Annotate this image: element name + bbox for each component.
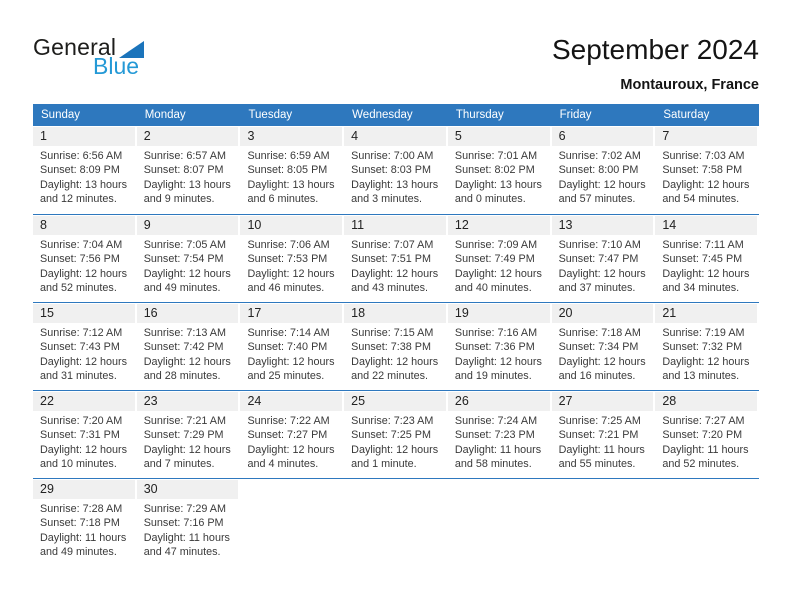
day-info (33, 323, 137, 384)
sunset-line: Sunset: 7:20 PM (662, 429, 743, 442)
daylight-line-2: and 43 minutes. (351, 282, 428, 295)
day-info (552, 235, 656, 296)
sunrise-line: Sunrise: 6:56 AM (40, 150, 123, 162)
daylight-line-1: Daylight: 12 hours (143, 267, 231, 280)
day-cell-7 (655, 126, 759, 214)
calendar-weeks (33, 126, 759, 566)
day-cell-8 (33, 215, 137, 302)
day-cell-empty (240, 479, 344, 566)
sunset-line: Sunset: 7:16 PM (143, 517, 224, 530)
day-number: 20 (552, 304, 654, 323)
day-cell-28 (655, 391, 759, 478)
sunset-line: Sunset: 7:51 PM (351, 253, 431, 266)
daylight-line-2: and 10 minutes. (40, 458, 117, 471)
sunset-line: Sunset: 7:47 PM (558, 253, 639, 266)
daylight-line-2: and 9 minutes. (143, 193, 215, 206)
day-info (137, 411, 241, 472)
sunrise-line: Sunrise: 7:00 AM (351, 150, 434, 162)
sunset-line: Sunset: 7:40 PM (247, 341, 328, 354)
page-title: September 2024 (551, 34, 759, 65)
day-info (655, 411, 759, 472)
logo-word-blue: Blue (93, 53, 140, 79)
day-info (137, 235, 241, 296)
weekday-header-row (33, 104, 759, 126)
day-info (240, 411, 344, 472)
day-number: 23 (137, 392, 239, 411)
day-cell-empty (344, 479, 448, 566)
daylight-line-2: and 40 minutes. (454, 282, 532, 295)
daylight-line-2: and 12 minutes. (40, 193, 117, 206)
sunrise-line: Sunrise: 7:01 AM (454, 150, 538, 162)
logo-word-general: General (33, 34, 117, 60)
daylight-line-2: and 49 minutes. (143, 282, 221, 295)
daylight-line-2: and 3 minutes. (351, 193, 422, 206)
daylight-line-2: and 46 minutes. (247, 282, 325, 295)
sunrise-line: Sunrise: 7:09 AM (454, 239, 538, 251)
daylight-line-1: Daylight: 12 hours (143, 443, 231, 456)
sunrise-line: Sunrise: 7:16 AM (454, 327, 538, 339)
day-number: 5 (448, 127, 550, 146)
day-cell-empty (552, 479, 656, 566)
sunrise-line: Sunrise: 7:18 AM (558, 327, 641, 339)
sunset-line: Sunset: 7:21 PM (558, 429, 639, 442)
day-cell-22 (33, 391, 137, 478)
sunrise-line: Sunrise: 7:12 AM (40, 327, 123, 339)
day-info (344, 146, 448, 207)
day-cell-9 (137, 215, 241, 302)
day-info (344, 323, 448, 384)
empty-band (655, 480, 757, 499)
sunset-line: Sunset: 7:38 PM (351, 341, 431, 354)
sunrise-line: Sunrise: 7:04 AM (40, 239, 123, 251)
day-number: 29 (33, 480, 135, 499)
sunrise-line: Sunrise: 7:15 AM (351, 327, 434, 339)
daylight-line-1: Daylight: 11 hours (558, 443, 645, 456)
daylight-line-1: Daylight: 12 hours (247, 267, 335, 280)
daylight-line-2: and 16 minutes. (558, 370, 636, 383)
daylight-line-1: Daylight: 12 hours (351, 443, 439, 456)
daylight-line-2: and 58 minutes. (454, 458, 532, 471)
sunrise-line: Sunrise: 7:20 AM (40, 415, 123, 427)
sunset-line: Sunset: 8:07 PM (143, 164, 224, 177)
page-subtitle: Montauroux, France (620, 77, 759, 93)
day-cell-17 (240, 303, 344, 390)
day-number: 4 (344, 127, 446, 146)
sunrise-line: Sunrise: 7:10 AM (558, 239, 641, 251)
daylight-line-1: Daylight: 12 hours (351, 355, 439, 368)
day-number: 19 (448, 304, 550, 323)
day-info (655, 235, 759, 296)
weekday-tuesday: Tuesday (248, 109, 293, 121)
empty-band (448, 480, 550, 499)
day-info (33, 235, 137, 296)
sunset-line: Sunset: 7:36 PM (454, 341, 535, 354)
calendar (33, 104, 759, 566)
day-number: 6 (552, 127, 654, 146)
day-info (448, 411, 552, 472)
day-info (448, 235, 552, 296)
sunrise-line: Sunrise: 7:23 AM (351, 415, 434, 427)
day-number: 21 (655, 304, 757, 323)
day-cell-16 (137, 303, 241, 390)
weekday-saturday: Saturday (663, 109, 710, 121)
sunset-line: Sunset: 8:02 PM (454, 164, 535, 177)
sunrise-line: Sunrise: 7:22 AM (247, 415, 330, 427)
day-cell-13 (552, 215, 656, 302)
daylight-line-2: and 34 minutes. (662, 282, 740, 295)
sunrise-line: Sunrise: 7:28 AM (40, 503, 123, 515)
sunrise-line: Sunrise: 7:06 AM (247, 239, 330, 251)
sunrise-line: Sunrise: 7:29 AM (143, 503, 226, 515)
day-cell-14 (655, 215, 759, 302)
day-cell-26 (448, 391, 552, 478)
daylight-line-2: and 1 minute. (351, 458, 417, 471)
daylight-line-2: and 0 minutes. (454, 193, 526, 206)
day-number: 9 (137, 216, 239, 235)
day-number: 27 (552, 392, 654, 411)
day-info (240, 323, 344, 384)
weekday-wednesday: Wednesday (352, 109, 413, 121)
day-number: 1 (33, 127, 135, 146)
day-info (240, 235, 344, 296)
daylight-line-1: Daylight: 13 hours (40, 178, 128, 191)
sunset-line: Sunset: 8:00 PM (558, 164, 639, 177)
daylight-line-2: and 7 minutes. (143, 458, 215, 471)
empty-band (344, 480, 446, 499)
day-cell-11 (344, 215, 448, 302)
sunset-line: Sunset: 7:56 PM (40, 253, 120, 266)
day-cell-2 (137, 126, 241, 214)
day-info (655, 146, 759, 207)
day-cell-empty (448, 479, 552, 566)
day-info (33, 499, 137, 560)
sunset-line: Sunset: 7:45 PM (662, 253, 743, 266)
daylight-line-1: Daylight: 12 hours (247, 443, 335, 456)
daylight-line-1: Daylight: 12 hours (40, 355, 128, 368)
daylight-line-1: Daylight: 12 hours (247, 355, 335, 368)
sunset-line: Sunset: 8:09 PM (40, 164, 120, 177)
daylight-line-1: Daylight: 12 hours (40, 267, 128, 280)
day-number: 11 (344, 216, 446, 235)
daylight-line-2: and 4 minutes. (247, 458, 319, 471)
daylight-line-1: Daylight: 13 hours (454, 178, 542, 191)
daylight-line-2: and 28 minutes. (143, 370, 221, 383)
sunrise-line: Sunrise: 7:14 AM (247, 327, 330, 339)
sunrise-line: Sunrise: 6:59 AM (247, 150, 330, 162)
sunrise-line: Sunrise: 7:24 AM (454, 415, 538, 427)
sunset-line: Sunset: 7:43 PM (40, 341, 120, 354)
sunrise-line: Sunrise: 7:27 AM (662, 415, 745, 427)
day-cell-3 (240, 126, 344, 214)
daylight-line-1: Daylight: 11 hours (40, 531, 127, 544)
daylight-line-1: Daylight: 13 hours (247, 178, 335, 191)
day-number: 3 (240, 127, 342, 146)
sunset-line: Sunset: 8:05 PM (247, 164, 328, 177)
sunset-line: Sunset: 7:49 PM (454, 253, 535, 266)
day-number: 2 (137, 127, 239, 146)
sunset-line: Sunset: 7:54 PM (143, 253, 224, 266)
day-info (137, 146, 241, 207)
day-number: 13 (552, 216, 654, 235)
daylight-line-1: Daylight: 12 hours (662, 355, 750, 368)
day-number: 22 (33, 392, 135, 411)
day-info (33, 146, 137, 207)
daylight-line-1: Daylight: 12 hours (454, 355, 542, 368)
day-cell-1 (33, 126, 137, 214)
daylight-line-2: and 37 minutes. (558, 282, 636, 295)
day-info (552, 411, 656, 472)
weekday-thursday: Thursday (455, 109, 504, 121)
daylight-line-2: and 6 minutes. (247, 193, 319, 206)
day-cell-12 (448, 215, 552, 302)
day-cell-19 (448, 303, 552, 390)
daylight-line-2: and 22 minutes. (351, 370, 428, 383)
day-info (552, 146, 656, 207)
daylight-line-1: Daylight: 12 hours (558, 267, 646, 280)
daylight-line-1: Daylight: 12 hours (662, 267, 750, 280)
day-number: 7 (655, 127, 757, 146)
day-cell-4 (344, 126, 448, 214)
day-number: 14 (655, 216, 757, 235)
day-number: 26 (448, 392, 550, 411)
day-cell-27 (552, 391, 656, 478)
sunset-line: Sunset: 7:27 PM (247, 429, 328, 442)
daylight-line-1: Daylight: 12 hours (558, 355, 646, 368)
daylight-line-2: and 55 minutes. (558, 458, 636, 471)
daylight-line-1: Daylight: 11 hours (662, 443, 749, 456)
empty-band (240, 480, 342, 499)
daylight-line-1: Daylight: 12 hours (40, 443, 128, 456)
sunset-line: Sunset: 7:53 PM (247, 253, 328, 266)
sunset-line: Sunset: 7:18 PM (40, 517, 120, 530)
daylight-line-2: and 52 minutes. (662, 458, 740, 471)
day-number: 30 (137, 480, 239, 499)
day-info (655, 323, 759, 384)
week-row (33, 126, 759, 214)
daylight-line-2: and 52 minutes. (40, 282, 117, 295)
day-number: 15 (33, 304, 135, 323)
daylight-line-1: Daylight: 12 hours (662, 178, 750, 191)
day-info (448, 146, 552, 207)
daylight-line-2: and 47 minutes. (143, 546, 221, 559)
sunrise-line: Sunrise: 7:25 AM (558, 415, 641, 427)
day-cell-24 (240, 391, 344, 478)
daylight-line-1: Daylight: 12 hours (454, 267, 542, 280)
sunset-line: Sunset: 7:23 PM (454, 429, 535, 442)
sunrise-line: Sunrise: 7:03 AM (662, 150, 745, 162)
week-row (33, 478, 759, 566)
day-cell-30 (137, 479, 241, 566)
daylight-line-1: Daylight: 11 hours (454, 443, 542, 456)
sunrise-line: Sunrise: 7:21 AM (143, 415, 226, 427)
day-number: 17 (240, 304, 342, 323)
day-cell-29 (33, 479, 137, 566)
week-row (33, 390, 759, 478)
day-info (137, 499, 241, 560)
daylight-line-1: Daylight: 11 hours (143, 531, 230, 544)
daylight-line-2: and 13 minutes. (662, 370, 740, 383)
sunrise-line: Sunrise: 7:05 AM (143, 239, 226, 251)
day-cell-10 (240, 215, 344, 302)
daylight-line-1: Daylight: 12 hours (143, 355, 231, 368)
day-number: 25 (344, 392, 446, 411)
day-info (33, 411, 137, 472)
day-number: 18 (344, 304, 446, 323)
day-number: 10 (240, 216, 342, 235)
sunset-line: Sunset: 7:42 PM (143, 341, 224, 354)
sunset-line: Sunset: 7:25 PM (351, 429, 431, 442)
daylight-line-2: and 57 minutes. (558, 193, 636, 206)
daylight-line-1: Daylight: 12 hours (558, 178, 646, 191)
daylight-line-2: and 19 minutes. (454, 370, 532, 383)
sunrise-line: Sunrise: 7:19 AM (662, 327, 745, 339)
daylight-line-2: and 49 minutes. (40, 546, 117, 559)
empty-band (552, 480, 654, 499)
weekday-monday: Monday (144, 109, 186, 121)
sunset-line: Sunset: 7:34 PM (558, 341, 639, 354)
day-cell-15 (33, 303, 137, 390)
day-info (240, 146, 344, 207)
general-blue-logo (33, 36, 144, 78)
sunrise-line: Sunrise: 6:57 AM (143, 150, 226, 162)
day-cell-25 (344, 391, 448, 478)
weekday-friday: Friday (559, 109, 592, 121)
day-number: 16 (137, 304, 239, 323)
sunset-line: Sunset: 8:03 PM (351, 164, 431, 177)
day-cell-23 (137, 391, 241, 478)
sunrise-line: Sunrise: 7:07 AM (351, 239, 434, 251)
day-number: 12 (448, 216, 550, 235)
day-cell-18 (344, 303, 448, 390)
daylight-line-2: and 31 minutes. (40, 370, 117, 383)
day-info (448, 323, 552, 384)
day-info (137, 323, 241, 384)
title-block (552, 34, 759, 93)
day-info (344, 411, 448, 472)
week-row (33, 302, 759, 390)
daylight-line-1: Daylight: 13 hours (143, 178, 231, 191)
day-number: 28 (655, 392, 757, 411)
daylight-line-2: and 25 minutes. (247, 370, 325, 383)
day-info (552, 323, 656, 384)
day-info (344, 235, 448, 296)
day-cell-20 (552, 303, 656, 390)
sunset-line: Sunset: 7:58 PM (662, 164, 743, 177)
sunrise-line: Sunrise: 7:13 AM (143, 327, 226, 339)
sunrise-line: Sunrise: 7:11 AM (662, 239, 744, 251)
sunrise-line: Sunrise: 7:02 AM (558, 150, 641, 162)
daylight-line-2: and 54 minutes. (662, 193, 740, 206)
week-row (33, 214, 759, 302)
day-number: 8 (33, 216, 135, 235)
daylight-line-1: Daylight: 12 hours (351, 267, 439, 280)
sunset-line: Sunset: 7:31 PM (40, 429, 120, 442)
daylight-line-1: Daylight: 13 hours (351, 178, 439, 191)
day-cell-5 (448, 126, 552, 214)
weekday-sunday: Sunday (41, 109, 81, 121)
sunset-line: Sunset: 7:32 PM (662, 341, 743, 354)
sunset-line: Sunset: 7:29 PM (143, 429, 224, 442)
day-cell-empty (655, 479, 759, 566)
day-number: 24 (240, 392, 342, 411)
day-cell-6 (552, 126, 656, 214)
day-cell-21 (655, 303, 759, 390)
